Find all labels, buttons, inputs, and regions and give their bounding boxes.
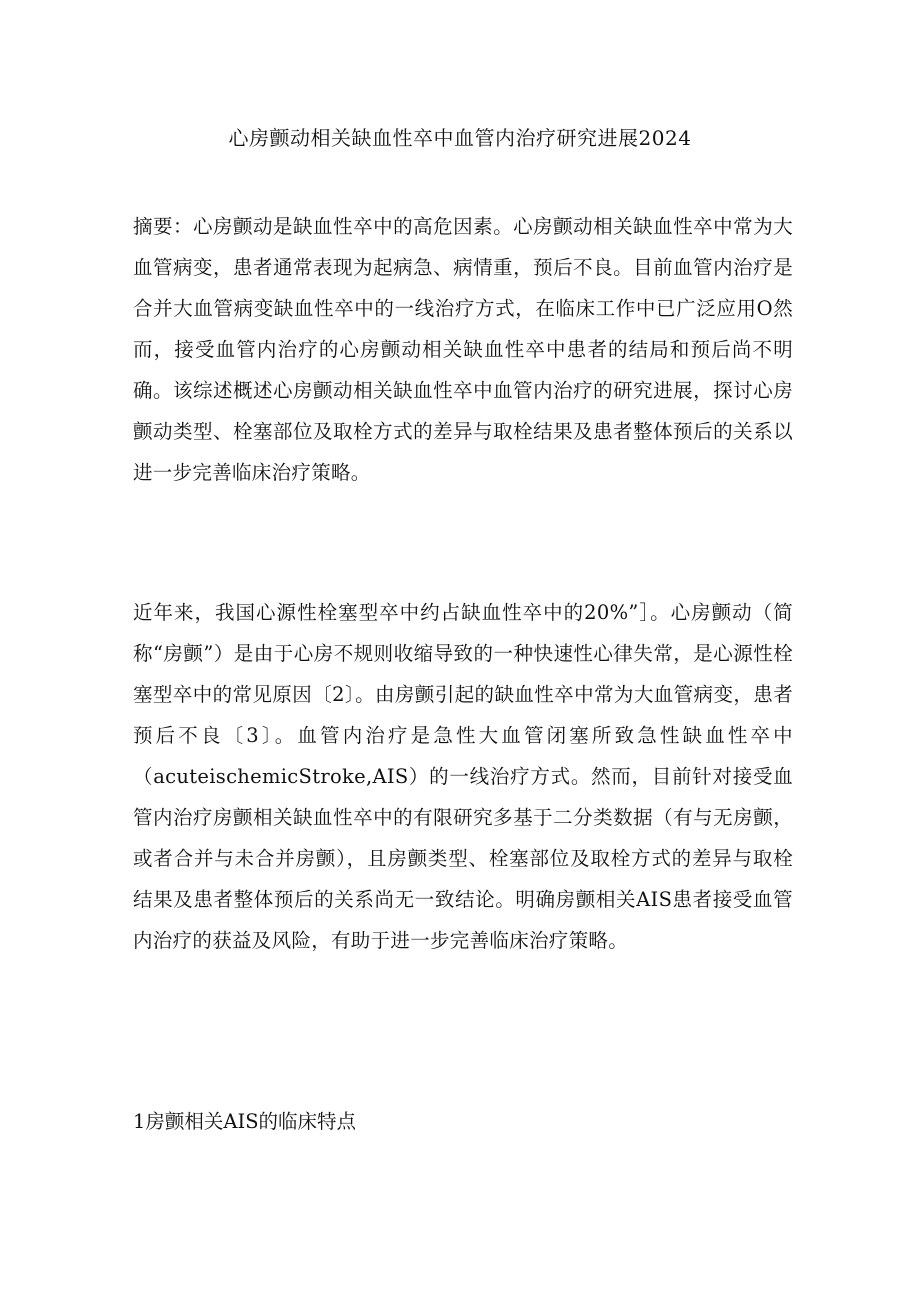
section-heading: 1房颤相关AIS的临床特点 bbox=[133, 1110, 357, 1133]
intro-paragraph: 近年来，我国心源性栓塞型卒中约占缺血性卒中的20%”］。心房颤动（简称“房颤”）是由于心房不规则收缩导致的一种快速性心律失常，是心源性栓塞型卒中的常见原因〔2〕。由房颤引起的缺血性卒中常为大血管病变，患者预后不良〔3〕。血管内治疗是急性大血管闭塞所致急性缺血性卒中（acuteischemicStroke,AIS）的一线治疗方式。然而，目前针对接受血管内治疗房颤相关缺血性卒中的有限研究多基于二分类数据（有与无房颤，或者合并与未合并房颤），且房颤类型、栓塞部位及取栓方式的差异与取栓结果及患者整体预后的关系尚无一致结论。明确房颤相关AIS患者接受血管内治疗的获益及风险，有助于进一步完善临床治疗策略。 bbox=[133, 601, 793, 952]
abstract-paragraph: 摘要：心房颤动是缺血性卒中的高危因素。心房颤动相关缺血性卒中常为大血管病变，患者通常表现为起病急、病情重，预后不良。目前血管内治疗是合并大血管病变缺血性卒中的一线治疗方式，在临床工作中已广泛应用O然而，接受血管内治疗的心房颤动相关缺血性卒中患者的结局和预后尚不明确。该综述概述心房颤动相关缺血性卒中血管内治疗的研究进展，探讨心房颤动类型、栓塞部位及取栓方式的差异与取栓结果及患者整体预后的关系以进一步完善临床治疗策略。 bbox=[133, 215, 793, 484]
document-title: 心房颤动相关缺血性卒中血管内治疗研究进展2024 bbox=[228, 126, 692, 150]
